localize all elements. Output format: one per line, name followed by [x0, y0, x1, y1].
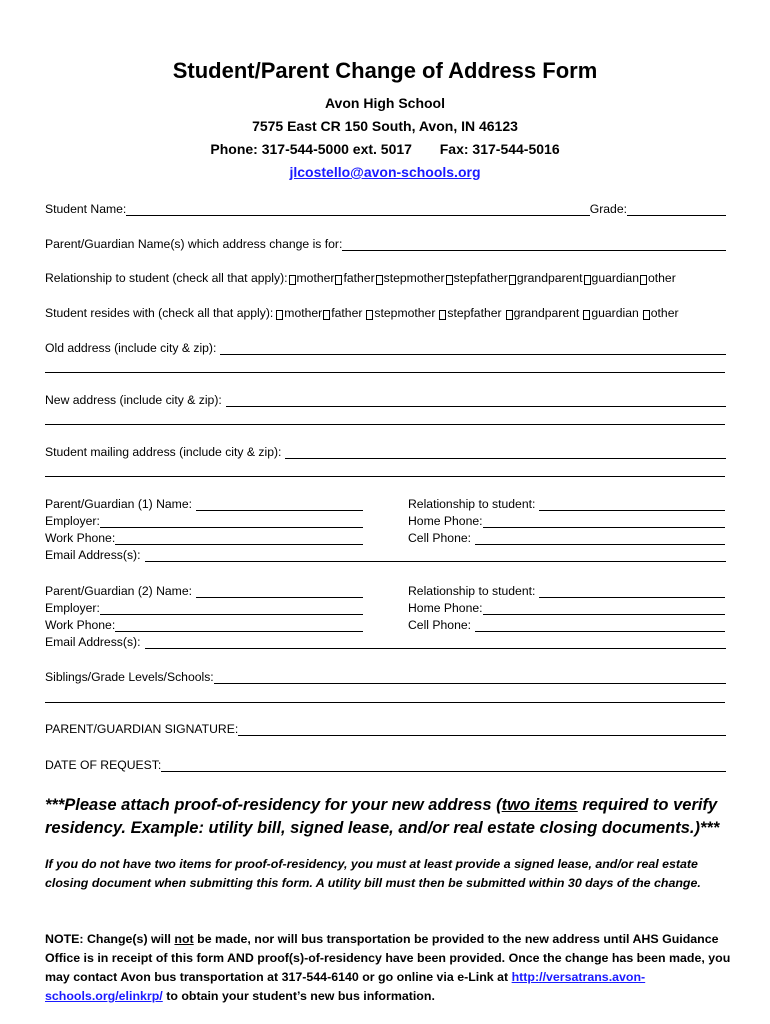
- g2-home-phone-label: Home Phone:: [408, 601, 483, 615]
- g2-email-field[interactable]: [145, 636, 727, 649]
- old-address-field-line2[interactable]: [45, 372, 725, 373]
- new-address-row: [45, 393, 726, 407]
- g1-home-phone-row: [408, 514, 725, 528]
- old-address-label: Old address (include city & zip):: [45, 341, 217, 355]
- siblings-label: Siblings/Grade Levels/Schools:: [45, 670, 214, 684]
- resides-father-checkbox[interactable]: [323, 310, 330, 320]
- siblings-row: [45, 670, 726, 684]
- transportation-note: [45, 930, 735, 1006]
- note-text: to obtain your student’s new bus information.: [162, 989, 435, 1003]
- option-label: guardian: [591, 271, 639, 285]
- g1-home-phone-label: Home Phone:: [408, 514, 483, 528]
- option-label: mother: [284, 306, 323, 320]
- option-label: mother: [296, 271, 335, 285]
- relationship-mother-checkbox[interactable]: [289, 275, 296, 285]
- note-emphasis: not: [174, 932, 194, 946]
- mailing-address-row: [45, 445, 726, 459]
- elink-url-link[interactable]: http://versatrans.avon-schools.org/elinkrp/: [45, 970, 646, 1003]
- phone-number: 317-544-5000 ext. 5017: [261, 141, 412, 157]
- g2-email-row: [45, 635, 726, 649]
- g2-relationship-row: [408, 584, 725, 598]
- g1-work-phone-field[interactable]: [115, 532, 363, 545]
- contact-email-link[interactable]: jlcostello@avon-schools.org: [289, 164, 481, 180]
- student-name-row: [45, 202, 726, 216]
- signature-field[interactable]: [238, 723, 726, 736]
- contact-line: [0, 141, 770, 157]
- mailing-address-field-line2[interactable]: [45, 476, 725, 477]
- relationship-stepfather-checkbox[interactable]: [446, 275, 453, 285]
- relationship-row: [45, 271, 676, 285]
- relationship-father-checkbox[interactable]: [335, 275, 342, 285]
- g2-cell-phone-label: Cell Phone:: [408, 618, 472, 632]
- note-text: be made, nor will bus transportation be provided to the new address until AHS Guidance Office is in receipt of this form AND proof(s)-of-residency have been provided. Once the change has been made, you may contact Avon bus transportation at 317-544-6140 or go online via e-Link at: [45, 932, 731, 984]
- note-emphasis: two items: [501, 796, 578, 814]
- siblings-field[interactable]: [214, 671, 726, 684]
- g2-employer-row: [45, 601, 363, 615]
- g1-email-field[interactable]: [145, 549, 727, 562]
- resides-stepmother-checkbox[interactable]: [366, 310, 373, 320]
- g1-home-phone-field[interactable]: [483, 515, 725, 528]
- g1-relationship-label: Relationship to student:: [408, 497, 536, 511]
- g2-work-phone-field[interactable]: [115, 619, 363, 632]
- grade-label: Grade:: [589, 202, 627, 216]
- g1-cell-phone-row: [408, 531, 725, 545]
- option-label: father: [331, 306, 363, 320]
- resides-grandparent-checkbox[interactable]: [506, 310, 513, 320]
- form-title: Student/Parent Change of Address Form: [172, 58, 598, 83]
- g1-name-row: [45, 497, 363, 511]
- relationship-other-checkbox[interactable]: [640, 275, 647, 285]
- g2-work-phone-row: [45, 618, 363, 632]
- option-label: grandparent: [513, 306, 580, 320]
- option-label: stepfather: [447, 306, 502, 320]
- new-address-label: New address (include city & zip):: [45, 393, 222, 407]
- g2-work-phone-label: Work Phone:: [45, 618, 116, 632]
- resides-stepfather-checkbox[interactable]: [439, 310, 446, 320]
- option-label: other: [647, 271, 676, 285]
- grade-field[interactable]: [627, 203, 726, 216]
- fax-number: 317-544-5016: [472, 141, 560, 157]
- option-label: stepfather: [453, 271, 508, 285]
- relationship-guardian-checkbox[interactable]: [584, 275, 591, 285]
- guardian-names-field[interactable]: [342, 238, 726, 251]
- g2-employer-label: Employer:: [45, 601, 100, 615]
- resides-label: Student resides with (check all that apply):: [45, 306, 274, 320]
- single-item-note: If you do not have two items for proof-of-residency, you must at least provide a signed lease, and/or real estate closing document when submitting this form. A utility bill must then be submitted within 30 days of the change.: [45, 857, 701, 890]
- resides-other-checkbox[interactable]: [643, 310, 650, 320]
- resides-guardian-checkbox[interactable]: [583, 310, 590, 320]
- g1-email-label: Email Address(s):: [45, 548, 141, 562]
- g2-employer-field[interactable]: [100, 602, 363, 615]
- date-field[interactable]: [161, 759, 726, 772]
- g2-relationship-field[interactable]: [539, 585, 725, 598]
- g2-home-phone-row: [408, 601, 725, 615]
- guardian-names-label: Parent/Guardian Name(s) which address change is for:: [45, 237, 343, 251]
- signature-row: [45, 722, 726, 736]
- proof-of-residency-note: [45, 794, 735, 840]
- relationship-label: Relationship to student (check all that apply):: [45, 271, 288, 285]
- fax-label: Fax:: [439, 141, 469, 157]
- note-text: NOTE: Change(s) will: [45, 932, 175, 946]
- new-address-field-line2[interactable]: [45, 424, 725, 425]
- option-label: father: [343, 271, 375, 285]
- signature-label: PARENT/GUARDIAN SIGNATURE:: [45, 722, 239, 736]
- g1-cell-phone-field[interactable]: [475, 532, 725, 545]
- old-address-field[interactable]: [220, 342, 726, 355]
- old-address-row: [45, 341, 726, 355]
- mailing-address-label: Student mailing address (include city & zip):: [45, 445, 282, 459]
- date-label: DATE OF REQUEST:: [45, 758, 162, 772]
- g1-work-phone-row: [45, 531, 363, 545]
- g2-name-field[interactable]: [196, 585, 363, 598]
- siblings-field-line2[interactable]: [45, 702, 725, 703]
- option-label: stepmother: [374, 306, 436, 320]
- g1-employer-row: [45, 514, 363, 528]
- g1-cell-phone-label: Cell Phone:: [408, 531, 472, 545]
- phone-label: Phone:: [210, 141, 258, 157]
- note-text: required to verify residency. Example: utility bill, signed lease, and/or real estate closing documents.)***: [45, 796, 720, 837]
- relationship-stepmother-checkbox[interactable]: [376, 275, 383, 285]
- option-label: grandparent: [516, 271, 583, 285]
- g2-name-label: Parent/Guardian (2) Name:: [45, 584, 192, 598]
- note-text: ***Please attach proof-of-residency for your new address (: [45, 796, 502, 814]
- g2-home-phone-field[interactable]: [483, 602, 725, 615]
- guardian-names-row: [45, 237, 726, 251]
- resides-row: [45, 306, 679, 320]
- g1-name-field[interactable]: [196, 498, 363, 511]
- g2-name-row: [45, 584, 363, 598]
- g1-relationship-row: [408, 497, 725, 511]
- g1-relationship-field[interactable]: [539, 498, 725, 511]
- option-label: guardian: [591, 306, 639, 320]
- g1-employer-label: Employer:: [45, 514, 100, 528]
- g1-email-row: [45, 548, 726, 562]
- student-name-label: Student Name:: [45, 202, 127, 216]
- g1-employer-field[interactable]: [100, 515, 363, 528]
- mailing-address-field[interactable]: [285, 446, 726, 459]
- g2-cell-phone-row: [408, 618, 725, 632]
- option-label: stepmother: [383, 271, 445, 285]
- option-label: other: [650, 306, 679, 320]
- g2-relationship-label: Relationship to student:: [408, 584, 536, 598]
- g1-work-phone-label: Work Phone:: [45, 531, 116, 545]
- g2-email-label: Email Address(s):: [45, 635, 141, 649]
- new-address-field[interactable]: [226, 394, 726, 407]
- resides-mother-checkbox[interactable]: [276, 310, 283, 320]
- student-name-field[interactable]: [126, 203, 589, 216]
- school-address: 7575 East CR 150 South, Avon, IN 46123: [252, 118, 518, 134]
- relationship-grandparent-checkbox[interactable]: [509, 275, 516, 285]
- school-name: Avon High School: [324, 95, 446, 111]
- date-row: [45, 758, 726, 772]
- g1-name-label: Parent/Guardian (1) Name:: [45, 497, 192, 511]
- g2-cell-phone-field[interactable]: [475, 619, 725, 632]
